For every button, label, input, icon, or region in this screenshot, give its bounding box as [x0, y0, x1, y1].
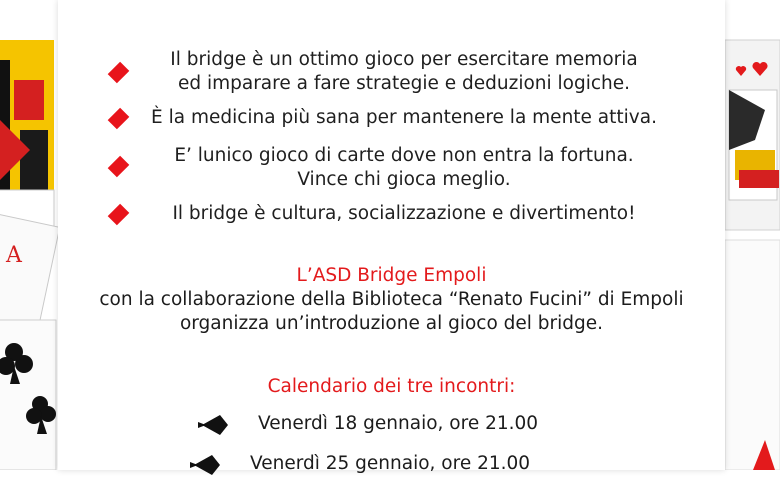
benefit-item-2: [104, 106, 704, 130]
calendar-date: Venerdì 18 gennaio, ore 21.00: [258, 413, 539, 434]
organizer-text: con la collaborazione della Biblioteca “Renato Fucini” di Empoli: [99, 289, 684, 310]
benefit-item-3: [104, 144, 704, 192]
calendar-item: [258, 412, 538, 436]
benefit-text: Il bridge è un ottimo gioco per esercitare memoria: [170, 49, 638, 70]
organizer-name: L’ASD Bridge Empoli: [296, 265, 487, 286]
playing-cards-image: [725, 0, 780, 470]
calendar-date: Venerdì 25 gennaio, ore 21.00: [250, 453, 531, 474]
benefit-text: ed imparare a fare strategie e deduzioni logiche.: [177, 73, 631, 94]
calendar-item: [250, 452, 530, 476]
benefit-text: È la medicina più sana per mantenere la mente attiva.: [151, 107, 657, 128]
left-card-decoration: [0, 0, 58, 470]
calendar-title: Calendario dei tre incontri:: [267, 376, 516, 397]
spade-icon: [198, 413, 232, 437]
right-card-decoration: [725, 0, 780, 470]
flyer-content: [58, 0, 725, 474]
organizer-block: [58, 264, 725, 336]
benefit-text: Il bridge è cultura, socializzazione e divertimento!: [172, 203, 636, 224]
benefit-item-1: [104, 48, 704, 96]
benefit-item-4: [104, 202, 704, 226]
benefit-text: Vince chi gioca meglio.: [297, 169, 511, 190]
svg-text:A: A: [6, 243, 22, 268]
spade-icon: [190, 453, 224, 477]
playing-cards-image: [0, 0, 58, 470]
organizer-text: organizza un’introduzione al gioco del bridge.: [179, 313, 604, 334]
benefit-text: E’ lunico gioco di carte dove non entra la fortuna.: [174, 145, 634, 166]
